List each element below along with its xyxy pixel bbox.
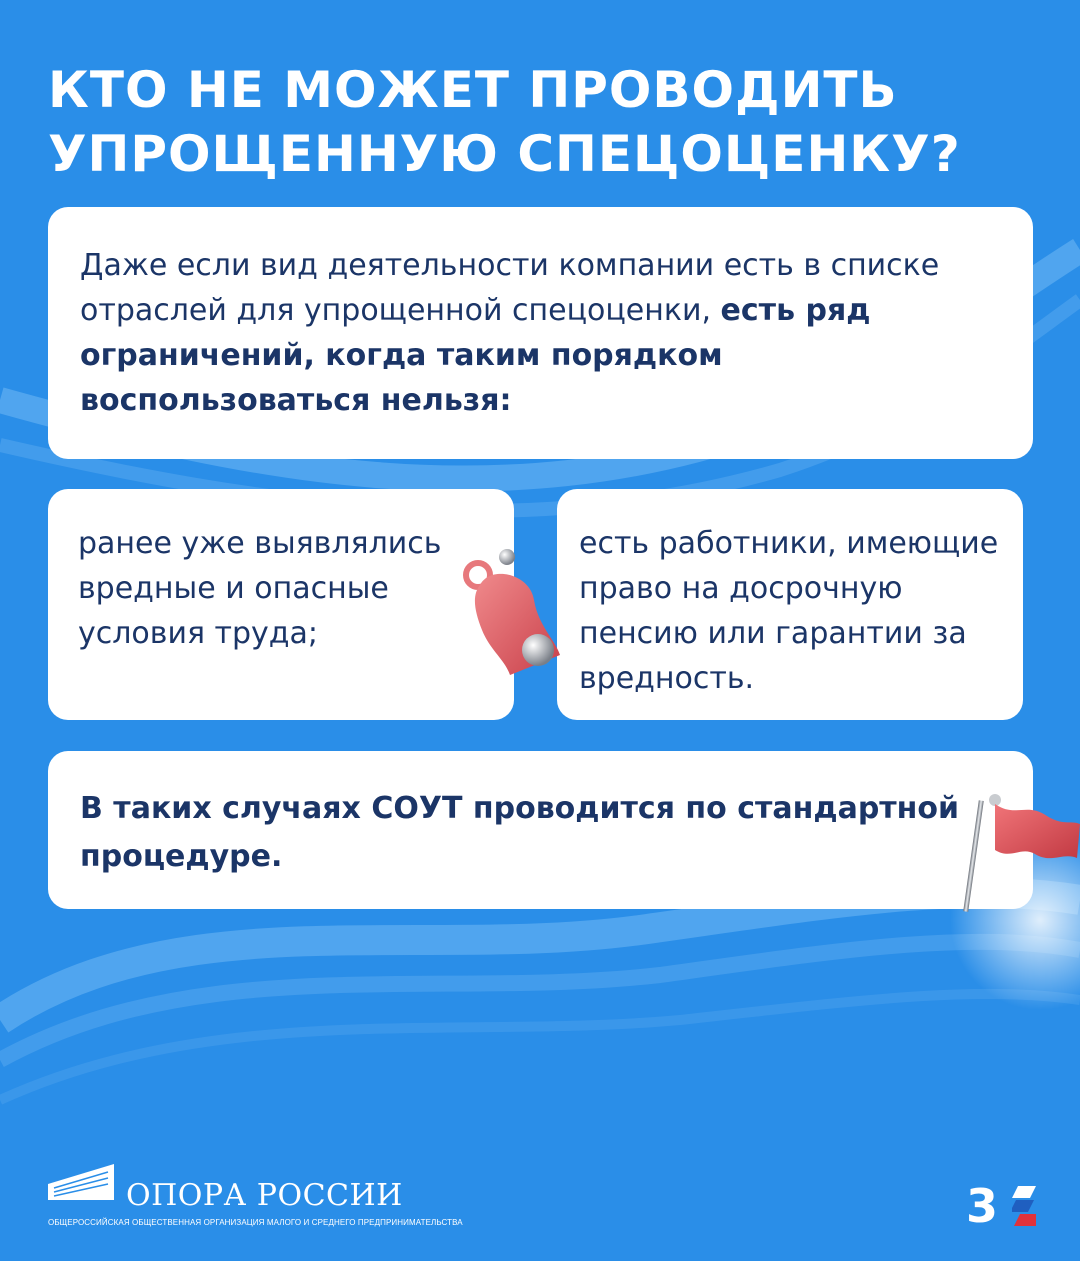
intro-text-bold: есть ряд ограничений, когда таким порядком воспользоваться нельзя: xyxy=(80,293,871,418)
condition-text: есть работники, имеющие право на досрочную пенсию или гарантии за вредность. xyxy=(579,526,999,696)
flag-icon xyxy=(955,790,1080,915)
bell-icon xyxy=(460,545,570,680)
intro-text: Даже если вид деятельности компании есть в списке отраслей для упрощенной спецоценки, xyxy=(80,248,940,328)
flag-stripes-mark xyxy=(1012,1186,1036,1226)
condition-card-harmful xyxy=(48,489,514,720)
page-number: 3 xyxy=(966,1179,999,1233)
condition-text: ранее уже выявлялись вредные и опасные условия труда; xyxy=(78,526,442,651)
logo-name: ОПОРА РОССИИ xyxy=(126,1178,403,1213)
opora-logo xyxy=(48,1160,463,1235)
intro-card xyxy=(48,207,1033,459)
opora-logo-mark xyxy=(48,1162,118,1202)
page-title: КТО НЕ МОЖЕТ ПРОВОДИТЬ УПРОЩЕННУЮ СПЕЦОЦЕНКУ? xyxy=(48,61,961,183)
conclusion-card xyxy=(48,751,1033,909)
conclusion-text: В таких случаях СОУТ проводится по стандартной процедуре. xyxy=(80,791,960,874)
logo-subtitle: ОБЩЕРОССИЙСКАЯ ОБЩЕСТВЕННАЯ ОРГАНИЗАЦИЯ МАЛОГО И СРЕДНЕГО ПРЕДПРИНИМАТЕЛЬСТВА xyxy=(48,1218,463,1227)
condition-card-pension xyxy=(557,489,1023,720)
